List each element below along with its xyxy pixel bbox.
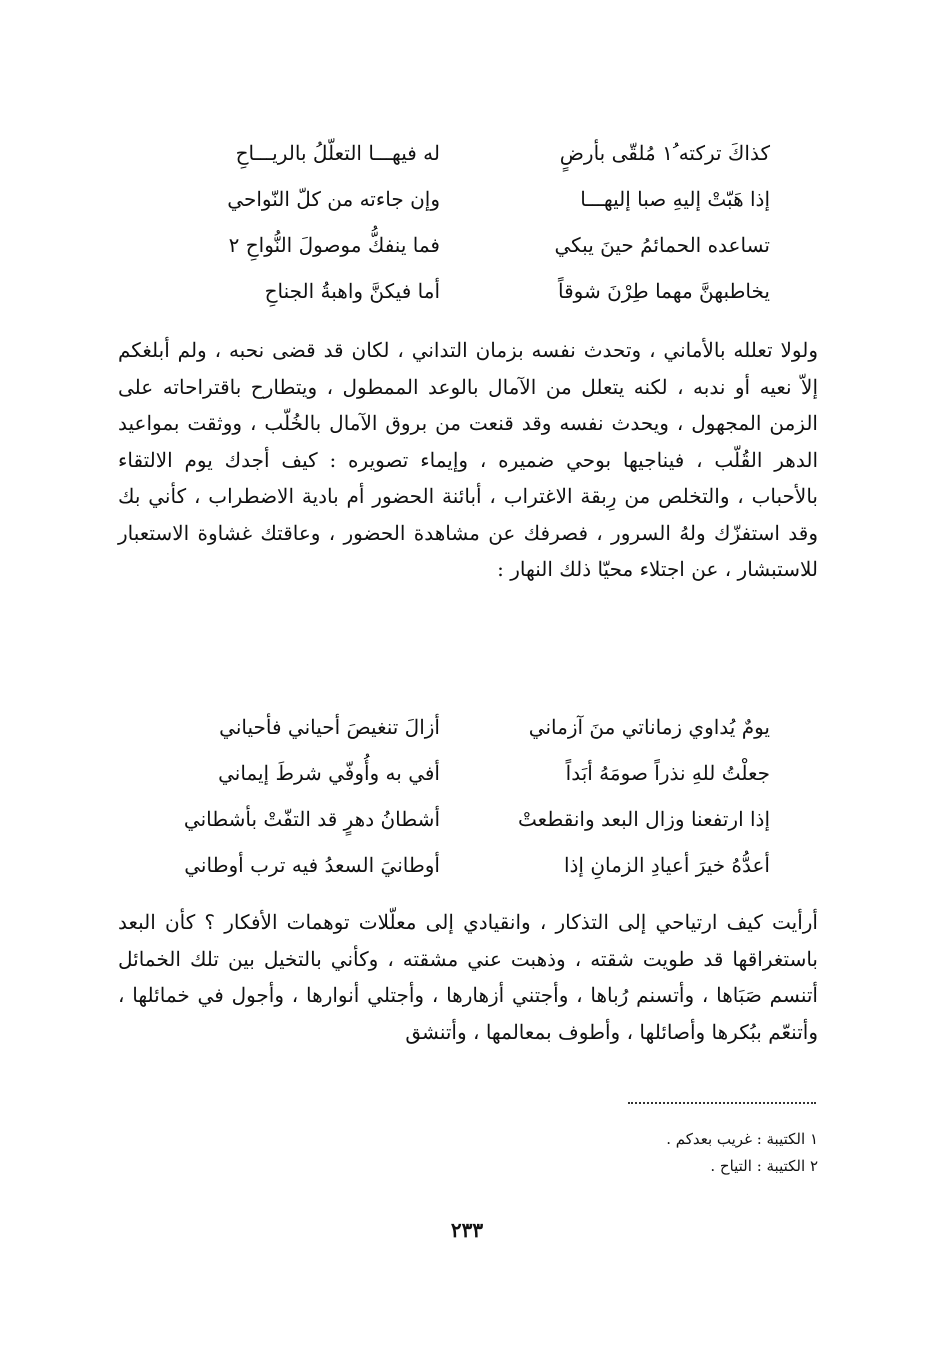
verse-first-hemistich: إذا ارتفعنا وزال البعد وانقطعتْ bbox=[518, 807, 770, 831]
verse-first-hemistich: أعدُّهُ خيرَ أعيادِ الزمانِ إذا bbox=[563, 853, 770, 877]
verse-second-hemistich: أوطانيَ السعدُ فيه ترب أوطاني bbox=[184, 853, 440, 877]
verse-second-hemistich: وإن جاءته من كلّ النّواحي bbox=[227, 187, 440, 211]
paragraph-text: ولولا تعلله بالأماني ، وتحدث نفسه بزمان التداني ، لكان قد قضى نحبه ، ولم أبلغكم إلاّ نعيه أو ندبه ، لكنه يتعلل من الآمال بالوعد الممطول ، ويتطارح باقتراحاته على الزمن المجهول ، ويحدث نفسه وقد قنعت من بروق الآمال بالخُلّب ، ووثقت بمواعيد الدهر القُلّب ، فيناجيها بوحي ضميره ، وإيماء تصويره : كيف أجدك يوم الالتقاء بالأحباب ، والتخلص من رِبقة الاغتراب ، أبائنة الحضور أم بادية الاضطراب ، كأني بك وقد استفزّك ولهُ السرور ، فصرفك عن مشاهدة الحضور ، وعاقتك غشاوة الاستعبار للاستبشار ، عن اجتلاء محيّا ذلك النهار : bbox=[118, 338, 818, 581]
prose-paragraph-1 bbox=[118, 332, 818, 588]
verse-line bbox=[150, 222, 770, 268]
verse-line bbox=[150, 750, 770, 796]
verse-line bbox=[150, 704, 770, 750]
verse-second-hemistich: أشطانُ دهرٍ قد التفّتْ بأشطاني bbox=[183, 807, 440, 831]
verse-line bbox=[150, 130, 770, 176]
verse-second-hemistich: فما ينفكُّ موصولَ النُّواحِ ٢ bbox=[228, 233, 440, 257]
verse-line bbox=[150, 842, 770, 888]
verse-second-hemistich: أما فيكنَّ واهبةُ الجناحِ bbox=[264, 279, 440, 303]
verse-second-hemistich: أفي به وأُوفّي شرطَ إيماني bbox=[218, 761, 440, 785]
poem-1 bbox=[150, 130, 770, 314]
verse-second-hemistich: له فيهـــا التعلّلُ بالريـــاحِ bbox=[235, 141, 440, 165]
footnotes bbox=[560, 1126, 818, 1180]
prose-paragraph-2 bbox=[118, 904, 818, 1050]
verse-line bbox=[150, 268, 770, 314]
footnote-separator bbox=[628, 1102, 816, 1104]
verse-first-hemistich: تساعده الحمائمُ حينَ يبكي bbox=[554, 233, 770, 257]
paragraph-text: أرأيت كيف ارتياحي إلى التذكار ، وانقيادي إلى معلّلات توهمات الأفكار ؟ كأن البعد باستغراقها قد طويت شقته ، وذهبت عني مشقته ، وكأني بالتخيل بين تلك الخمائل أتنسم صَبَاها ، وأتسنم رُباها ، وأجتني أزهارها ، وأجتلي أنوارها ، وأجول في خمائلها ، وأتنعّم ببُكرها وأصائلها ، وأطوف بمعالمها ، وأتنشق bbox=[118, 910, 819, 1044]
footnote-1: ١ الكتيبة : غريب بعدكم . bbox=[666, 1130, 818, 1148]
verse-second-hemistich: أزالَ تنغيصَ أحياني فأحياني bbox=[219, 715, 440, 739]
verse-first-hemistich: كذاكَ تركته ُ١ مُلقّى بأرضٍ bbox=[559, 141, 770, 165]
page-number: ٢٣٣ bbox=[450, 1218, 484, 1242]
verse-first-hemistich: يخاطبهنَّ مهما طِرْنَ شوقاً bbox=[557, 279, 770, 303]
verse-first-hemistich: يومٌ يُداوي زماناتي منَ آزماني bbox=[528, 715, 770, 739]
poem-2 bbox=[150, 704, 770, 888]
verse-line bbox=[150, 176, 770, 222]
footnote-2: ٢ الكتيبة : التياح . bbox=[710, 1157, 818, 1175]
verse-line bbox=[150, 796, 770, 842]
verse-first-hemistich: جعلْتُ للهِ نذراً صومَهُ أبَداً bbox=[565, 761, 770, 785]
verse-first-hemistich: إذا هَبّتْ إليهِ صبا إليهـــا bbox=[580, 187, 770, 211]
